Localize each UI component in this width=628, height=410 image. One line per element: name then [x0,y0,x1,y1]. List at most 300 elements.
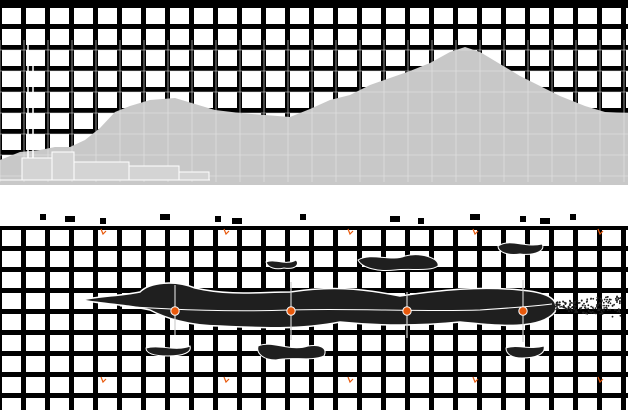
lower-grid-cell [170,398,189,410]
lower-grid-cell [554,398,573,410]
upper-grid-cell [290,29,309,45]
lower-grid-cell [98,230,117,246]
lower-grid-cell [2,377,21,393]
lower-grid-cell [554,314,573,330]
tail-dot [559,304,561,306]
lower-grid-cell [146,398,165,410]
tail-dot [609,309,611,311]
tail-dot [573,303,575,305]
lower-grid-cell [98,272,117,288]
tail-dot [584,305,586,307]
lower-grid-cell [98,335,117,351]
marker-point [403,307,411,315]
mid-band-mark [100,218,106,224]
lower-grid-cell [122,314,141,330]
lower-grid-cell [410,272,429,288]
upper-grid-cell [146,8,165,24]
upper-grid-cell [602,71,621,87]
mid-band-mark [418,218,424,224]
upper-grid-cell [218,8,237,24]
lower-grid-cell [266,398,285,410]
lower-grid-cell [50,272,69,288]
upper-grid-cell [170,8,189,24]
upper-grid-cell [314,71,333,87]
upper-grid-cell [554,71,573,87]
tail-dot [607,309,609,311]
upper-grid-cell [602,92,621,108]
upper-grid-cell [50,92,69,108]
lower-grid-cell [338,251,357,267]
upper-grid-cell [530,8,549,24]
lower-grid-cell [290,377,309,393]
upper-grid-cell [98,29,117,45]
lower-grid-cell [482,230,501,246]
upper-grid-cell [146,29,165,45]
lower-grid-cell [530,377,549,393]
fragment-2 [358,255,438,271]
lower-grid-cell [98,398,117,410]
lower-grid-cell [338,377,357,393]
tail-dot [577,300,579,302]
lower-grid-cell [2,356,21,372]
lower-grid-cell [122,398,141,410]
lower-grid-cell [2,314,21,330]
lower-grid-cell [218,272,237,288]
lower-grid-cell [386,272,405,288]
tail-dot [603,305,605,307]
tail-dot [598,303,600,305]
upper-grid-cell [2,8,21,24]
lower-grid-cell [122,230,141,246]
upper-grid-cell [242,92,261,108]
tail-dot [618,308,620,310]
lower-grid-cell [26,251,45,267]
lower-grid-cell [242,356,261,372]
upper-grid-cell [266,71,285,87]
tail-dot [573,309,575,311]
lower-grid-cell [578,335,597,351]
lower-grid-cell [122,377,141,393]
lower-grid-cell [98,314,117,330]
lower-grid-cell [194,272,213,288]
lower-grid-cell [602,398,621,410]
lower-grid-cell [122,356,141,372]
tail-dot [599,309,601,311]
tail-dot [559,302,561,304]
lower-grid-cell [170,251,189,267]
upper-grid-cell [554,29,573,45]
lower-grid-cell [434,335,453,351]
lower-grid-cell [434,356,453,372]
lower-grid-cell [26,335,45,351]
tail-dot [596,299,598,301]
upper-grid-cell [362,8,381,24]
upper-grid-cell [290,71,309,87]
upper-grid-cell [194,71,213,87]
lower-grid-cell [578,377,597,393]
lower-grid-cell [386,356,405,372]
tail-dot [619,311,621,313]
lower-grid-cell [314,377,333,393]
lower-grid-cell [74,230,93,246]
lower-grid-cell [602,293,621,309]
mid-band-mark [570,214,576,220]
tail-dot [600,298,602,300]
lower-grid-cell [2,398,21,410]
lower-grid-cell [74,356,93,372]
upper-grid-cell [266,50,285,66]
upper-grid-cell [50,113,69,129]
upper-grid-cell [170,71,189,87]
lower-grid-cell [458,251,477,267]
tail-dot [571,302,573,304]
lower-grid-cell [194,356,213,372]
upper-grid-cell [482,8,501,24]
lower-grid-cell [314,251,333,267]
upper-grid-cell [74,29,93,45]
tail-dot [608,300,610,302]
upper-grid-cell [218,71,237,87]
lower-grid-cell [146,377,165,393]
upper-grid-cell [26,8,45,24]
lower-grid-cell [146,356,165,372]
lower-grid-cell [266,377,285,393]
lower-grid-cell [170,356,189,372]
upper-grid-cell [2,92,21,108]
tail-dot [556,303,558,305]
mid-band-mark [40,214,46,220]
upper-grid-cell [410,50,429,66]
tail-dot [603,307,605,309]
upper-grid-cell [602,50,621,66]
lower-grid-cell [410,356,429,372]
lower-grid-cell [458,398,477,410]
lower-grid-cell [578,272,597,288]
upper-grid-cell [506,29,525,45]
upper-grid-cell [434,8,453,24]
lower-grid-cell [434,377,453,393]
lower-grid-cell [98,356,117,372]
lower-grid-cell [2,251,21,267]
lower-grid-cell [482,335,501,351]
upper-grid-cell [554,50,573,66]
tail-dot [619,298,621,300]
tail-dot [607,302,609,304]
tail-dot [563,305,565,307]
upper-grid-cell [266,92,285,108]
lower-grid-cell [74,377,93,393]
upper-grid-cell [290,92,309,108]
lower-grid-cell [434,230,453,246]
lower-grid-cell [2,272,21,288]
upper-grid-cell [530,50,549,66]
upper-grid-cell [386,8,405,24]
lower-grid-cell [602,230,621,246]
lower-grid-cell [338,356,357,372]
upper-grid-cell [26,50,45,66]
lower-grid-cell [242,251,261,267]
panel-separator-band [0,182,628,212]
upper-grid-cell [122,29,141,45]
lower-grid-cell [242,398,261,410]
lower-grid-cell [98,377,117,393]
lower-grid-cell [602,251,621,267]
lower-grid-cell [242,377,261,393]
lower-grid-cell [26,272,45,288]
lower-grid-cell [218,398,237,410]
lower-grid-cell [26,314,45,330]
lower-grid-cell [26,398,45,410]
upper-grid-cell [290,50,309,66]
lower-grid-cell [578,314,597,330]
tail-dot [585,307,587,309]
upper-grid-cell [458,29,477,45]
upper-grid-cell [242,29,261,45]
upper-grid-cell [578,8,597,24]
tail-dot [616,296,618,298]
tail-dot [568,308,570,310]
upper-grid-cell [98,92,117,108]
marker-point [519,307,527,315]
mid-band-mark [470,214,480,220]
tail-dot [596,304,598,306]
upper-grid-cell [410,8,429,24]
upper-grid-cell [2,50,21,66]
lower-grid-cell [242,272,261,288]
mid-band-marks [40,214,576,224]
lower-grid-cell [410,230,429,246]
tail-dot [606,307,608,309]
tail-dot [569,303,571,305]
upper-grid-cell [50,8,69,24]
upper-grid-cell [410,29,429,45]
upper-grid-cell [242,50,261,66]
upper-grid-cell [26,92,45,108]
lower-grid-cell [458,356,477,372]
lower-grid-cell [578,230,597,246]
fragment-3 [498,243,543,255]
tail-dot [612,316,614,318]
upper-grid-cell [266,29,285,45]
lower-grid-cell [50,377,69,393]
tail-dot [605,301,607,303]
lower-grid-cell [554,356,573,372]
mid-band-mark [215,216,221,222]
upper-grid-cell [338,50,357,66]
lower-grid-cell [194,398,213,410]
lower-grid-cell [482,251,501,267]
tail-dot [603,310,605,312]
mid-band-mark [520,216,526,222]
upper-grid-cell [170,50,189,66]
upper-grid-cell [74,50,93,66]
lower-grid-cell [338,335,357,351]
lower-grid-cell [50,335,69,351]
lower-grid-cell [146,251,165,267]
tail-dot [587,304,589,306]
lower-grid-cell [266,272,285,288]
tail-dot [574,301,576,303]
lower-grid-cell [482,272,501,288]
upper-grid-cell [146,50,165,66]
upper-grid-cell [146,71,165,87]
mid-band-mark [65,216,75,222]
lower-grid-cell [170,230,189,246]
tail-dot [579,302,581,304]
lower-grid-cell [482,398,501,410]
tail-dot [599,313,601,315]
tail-dot [616,300,618,302]
upper-grid-cell [2,113,21,129]
tail-dot [587,308,589,310]
lower-grid-cell [410,377,429,393]
upper-grid-cell [386,50,405,66]
upper-grid-cell [218,50,237,66]
lower-grid-cell [338,272,357,288]
tail-dot [601,305,603,307]
upper-grid-cell [74,71,93,87]
lower-grid-cell [362,377,381,393]
tail-dot [612,305,614,307]
lower-grid-cell [266,230,285,246]
tail-dot [614,309,616,311]
upper-grid-cell [578,71,597,87]
lower-grid-cell [98,251,117,267]
lower-grid-cell [554,377,573,393]
lower-grid-cell [554,251,573,267]
upper-grid-cell [314,8,333,24]
upper-grid-cell [554,8,573,24]
lower-grid-cell [74,251,93,267]
lower-grid-cell [602,377,621,393]
tail-dot [608,305,610,307]
upper-grid-cell [98,50,117,66]
upper-grid-cell [434,29,453,45]
lower-grid-cell [50,356,69,372]
tail-dot [582,305,584,307]
tail-dot [556,305,558,307]
lower-grid-cell [146,314,165,330]
upper-grid-cell [362,50,381,66]
mid-band-mark [390,216,400,222]
lower-grid-cell [50,293,69,309]
upper-grid-cell [314,29,333,45]
upper-grid-cell [314,50,333,66]
lower-grid-cell [602,314,621,330]
tail-dot [602,313,604,315]
tail-dot [592,311,594,313]
tail-dot [610,299,612,301]
lower-grid-cell [578,398,597,410]
lower-grid-cell [290,230,309,246]
lower-grid-cell [410,398,429,410]
upper-grid-cell [338,71,357,87]
lower-grid-cell [122,272,141,288]
upper-grid-cell [218,29,237,45]
lower-grid-cell [362,356,381,372]
tail-dot [603,302,605,304]
tail-dot [601,311,603,313]
tail-dot [610,302,612,304]
upper-grid-cell [170,29,189,45]
tail-dot [555,309,557,311]
lower-grid-cell [290,272,309,288]
lower-grid-cell [170,377,189,393]
lower-grid-cell [386,377,405,393]
tail-dot [581,300,583,302]
upper-grid-cell [74,92,93,108]
lower-grid-cell [194,335,213,351]
lower-grid-cell [122,335,141,351]
lower-grid-cell [74,398,93,410]
lower-grid-cell [50,398,69,410]
upper-grid-cell [2,71,21,87]
lower-grid-cell [554,335,573,351]
upper-grid-cell [506,50,525,66]
lower-grid-cell [386,230,405,246]
upper-grid-cell [530,29,549,45]
tail-dot [595,313,597,315]
tail-dot [565,307,567,309]
lower-grid-cell [218,251,237,267]
upper-grid-cell [26,134,45,150]
lower-grid-cell [506,377,525,393]
tail-dot [590,312,592,314]
tail-dot [569,300,571,302]
lower-grid-cell [554,230,573,246]
lower-grid-cell [314,230,333,246]
lower-grid-cell [602,272,621,288]
tail-dot [606,299,608,301]
upper-grid-cell [218,92,237,108]
upper-grid-cell [26,71,45,87]
lower-grid-cell [458,272,477,288]
lower-grid-cell [434,272,453,288]
upper-grid-cell [98,71,117,87]
tail-dot [604,299,606,301]
upper-grid-cell [578,29,597,45]
lower-grid-cell [434,398,453,410]
tail-dot [595,307,597,309]
upper-grid-cell [386,29,405,45]
lower-grid-cell [410,335,429,351]
tail-dot [576,311,578,313]
upper-grid-cell [458,8,477,24]
upper-grid-cell [578,50,597,66]
tail-dot [593,312,595,314]
tail-dot [600,303,602,305]
upper-grid-cell [98,8,117,24]
upper-grid-cell [362,29,381,45]
upper-grid-cell [50,29,69,45]
lower-grid-cell [482,377,501,393]
upper-grid-cell [50,71,69,87]
fragment-4 [146,346,190,356]
tail-dot [573,305,575,307]
lower-grid-cell [218,335,237,351]
tail-dot [586,313,588,315]
lower-grid-cell [146,230,165,246]
upper-grid-cell [122,50,141,66]
lower-grid-cell [218,377,237,393]
tail-dot [620,315,622,317]
upper-grid-cell [74,8,93,24]
lower-grid-cell [338,230,357,246]
lower-grid-cell [74,335,93,351]
upper-grid-cell [74,113,93,129]
tail-dot [579,308,581,310]
lower-grid-cell [362,335,381,351]
